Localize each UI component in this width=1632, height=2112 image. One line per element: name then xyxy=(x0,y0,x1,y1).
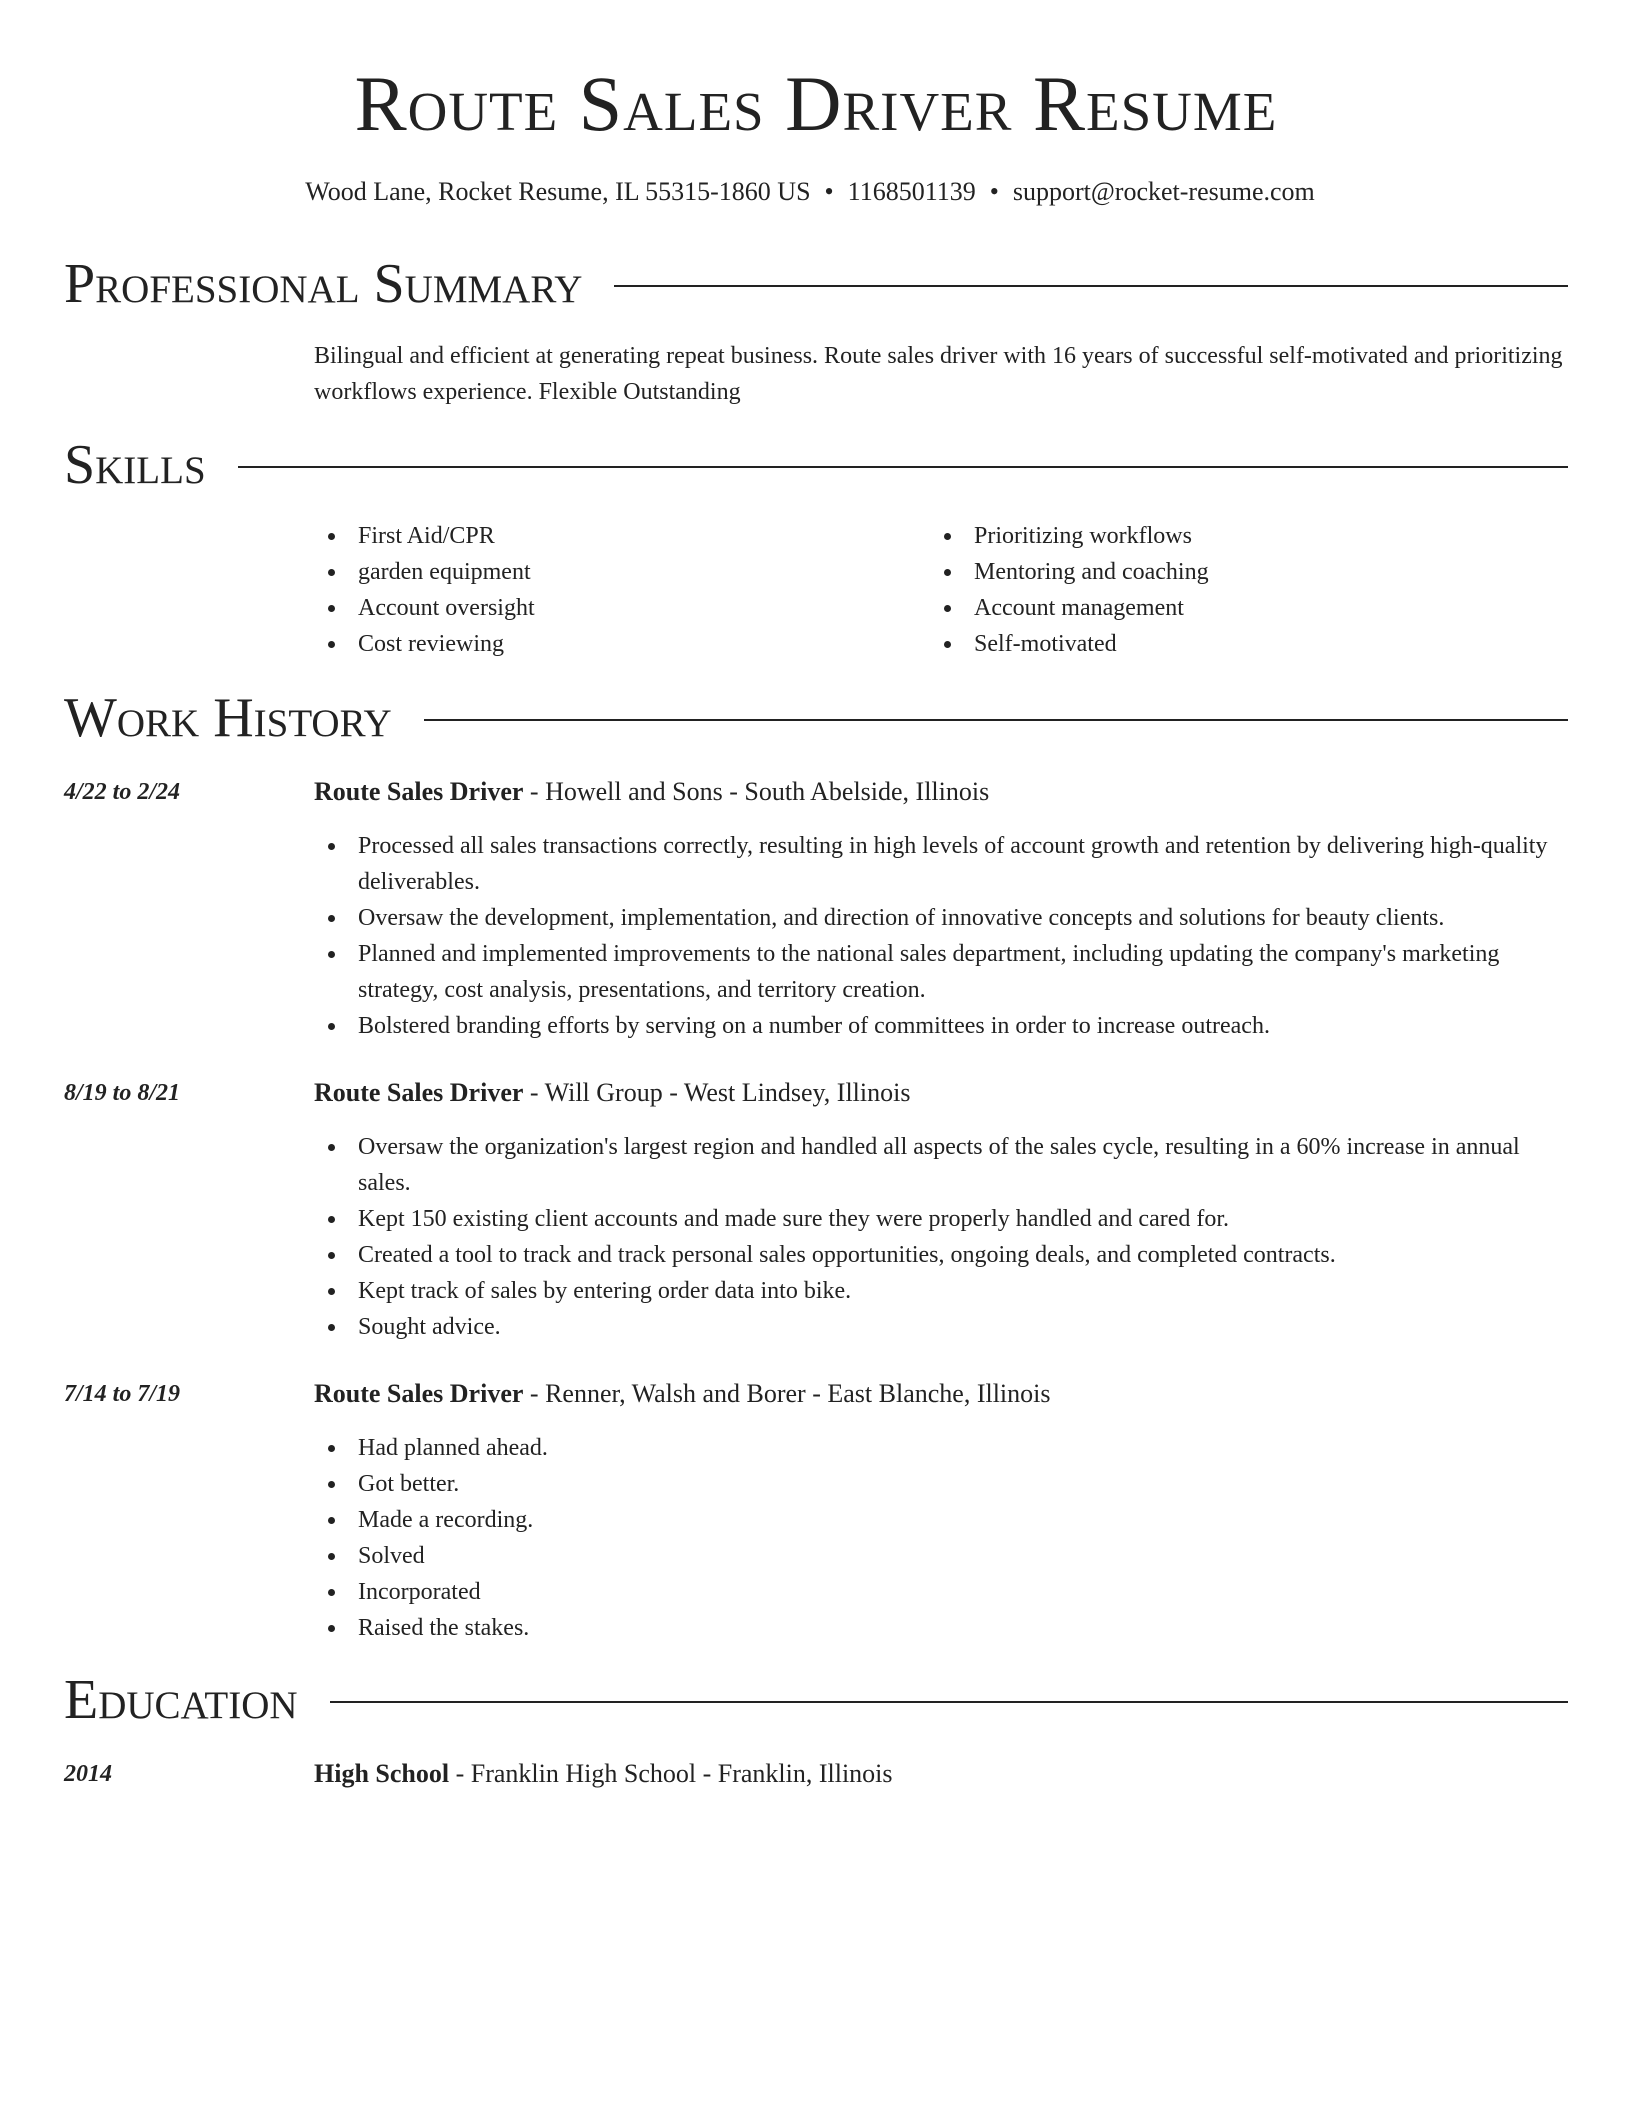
bullet-icon xyxy=(328,843,335,850)
bullet-icon xyxy=(944,569,951,576)
summary-text: Bilingual and efficient at generating repeat business. Route sales driver with 16 years of successful self-motivated and prioritizing workflows experience. Flexible Outstanding xyxy=(314,343,1563,405)
skill-item: First Aid/CPR xyxy=(314,518,914,554)
section-title: Skills xyxy=(64,434,206,496)
bullet-icon xyxy=(328,1517,335,1524)
bullet-icon xyxy=(328,1625,335,1632)
bullet-icon xyxy=(328,1481,335,1488)
duty-item: Got better. xyxy=(314,1466,1574,1502)
duty-item: Incorporated xyxy=(314,1574,1574,1610)
job-role: Route Sales Driver xyxy=(314,777,524,806)
job-dates: 4/22 to 2/24 xyxy=(64,779,181,805)
education-degree: High School xyxy=(314,1759,450,1788)
job-headline xyxy=(314,1075,1564,1111)
job-dates: 7/14 to 7/19 xyxy=(64,1381,181,1407)
section-title: Professional Summary xyxy=(64,253,583,315)
section-rule xyxy=(424,719,1568,721)
section-heading-summary xyxy=(64,250,1568,318)
job-details: - Will Group - West Lindsey, Illinois xyxy=(523,1078,911,1107)
bullet-icon xyxy=(944,605,951,612)
contact-address: Wood Lane, Rocket Resume, IL 55315-1860 US xyxy=(305,177,811,206)
job-headline xyxy=(314,774,1564,810)
bullet-icon xyxy=(328,641,335,648)
bullet-icon xyxy=(328,1445,335,1452)
bullet-icon xyxy=(328,1023,335,1030)
bullet-icon xyxy=(944,641,951,648)
job-duties xyxy=(314,828,1574,1044)
duty-item: Raised the stakes. xyxy=(314,1610,1574,1646)
section-rule xyxy=(238,466,1568,468)
bullet-icon xyxy=(328,605,335,612)
job-role: Route Sales Driver xyxy=(314,1379,524,1408)
bullet-icon xyxy=(328,1252,335,1259)
job-details: - Renner, Walsh and Borer - East Blanche, Illinois xyxy=(523,1379,1051,1408)
contact-phone: 1168501139 xyxy=(847,177,976,206)
job-details: - Howell and Sons - South Abelside, Illinois xyxy=(523,777,990,806)
duty-item: Bolstered branding efforts by serving on a number of committees in order to increase outreach. xyxy=(314,1008,1574,1044)
section-rule xyxy=(330,1701,1568,1703)
skill-item: Account management xyxy=(930,590,1530,626)
education-entry xyxy=(64,1756,1568,1796)
skill-item: Cost reviewing xyxy=(314,626,914,662)
skills-column-left xyxy=(314,518,914,662)
bullet-icon xyxy=(328,915,335,922)
section-heading-education xyxy=(64,1666,1568,1734)
duty-item: Sought advice. xyxy=(314,1309,1574,1345)
contact-email: support@rocket-resume.com xyxy=(1012,177,1315,206)
bullet-icon xyxy=(328,1288,335,1295)
duty-item: Processed all sales transactions correctly, resulting in high levels of account growth and retention by delivering high-quality deliverables. xyxy=(314,828,1574,900)
duty-item: Oversaw the organization's largest region and handled all aspects of the sales cycle, resulting in a 60% increase in annual sales. xyxy=(314,1129,1574,1201)
contact-line xyxy=(0,174,1620,210)
section-title: Work History xyxy=(64,687,392,749)
bullet-icon xyxy=(944,533,951,540)
duty-item: Had planned ahead. xyxy=(314,1430,1574,1466)
skill-item: Account oversight xyxy=(314,590,914,626)
job-entry xyxy=(64,1075,1568,1345)
bullet-icon xyxy=(328,1216,335,1223)
duty-item: Created a tool to track and track personal sales opportunities, ongoing deals, and completed contracts. xyxy=(314,1237,1574,1273)
contact-separator: • xyxy=(989,177,999,206)
duty-item: Planned and implemented improvements to the national sales department, including updating the company's marketing strategy, cost analysis, presentations, and territory creation. xyxy=(314,936,1574,1008)
skills-column-right xyxy=(930,518,1530,662)
education-headline xyxy=(314,1756,1564,1792)
education-details: - Franklin High School - Franklin, Illinois xyxy=(449,1759,893,1788)
section-title: Education xyxy=(64,1669,298,1731)
section-heading-skills xyxy=(64,431,1568,499)
job-duties xyxy=(314,1430,1574,1646)
skill-item: Self-motivated xyxy=(930,626,1530,662)
duty-item: Kept 150 existing client accounts and made sure they were properly handled and cared for. xyxy=(314,1201,1574,1237)
duty-item: Kept track of sales by entering order data into bike. xyxy=(314,1273,1574,1309)
bullet-icon xyxy=(328,1324,335,1331)
bullet-icon xyxy=(328,951,335,958)
bullet-icon xyxy=(328,1553,335,1560)
duty-item: Solved xyxy=(314,1538,1574,1574)
job-role: Route Sales Driver xyxy=(314,1078,524,1107)
job-headline xyxy=(314,1376,1564,1412)
duty-item: Oversaw the development, implementation, and direction of innovative concepts and solutions for beauty clients. xyxy=(314,900,1574,936)
job-duties xyxy=(314,1129,1574,1345)
skill-item: Mentoring and coaching xyxy=(930,554,1530,590)
skill-item: garden equipment xyxy=(314,554,914,590)
duty-item: Made a recording. xyxy=(314,1502,1574,1538)
job-dates: 8/19 to 8/21 xyxy=(64,1080,181,1106)
bullet-icon xyxy=(328,1589,335,1596)
section-heading-work-history xyxy=(64,684,1568,752)
resume-title: Route Sales Driver Resume xyxy=(354,60,1278,147)
bullet-icon xyxy=(328,1144,335,1151)
job-entry xyxy=(64,1376,1568,1646)
contact-separator: • xyxy=(824,177,834,206)
education-year: 2014 xyxy=(64,1761,112,1787)
skill-item: Prioritizing workflows xyxy=(930,518,1530,554)
job-entry xyxy=(64,774,1568,1044)
section-rule xyxy=(614,285,1568,287)
bullet-icon xyxy=(328,533,335,540)
bullet-icon xyxy=(328,569,335,576)
